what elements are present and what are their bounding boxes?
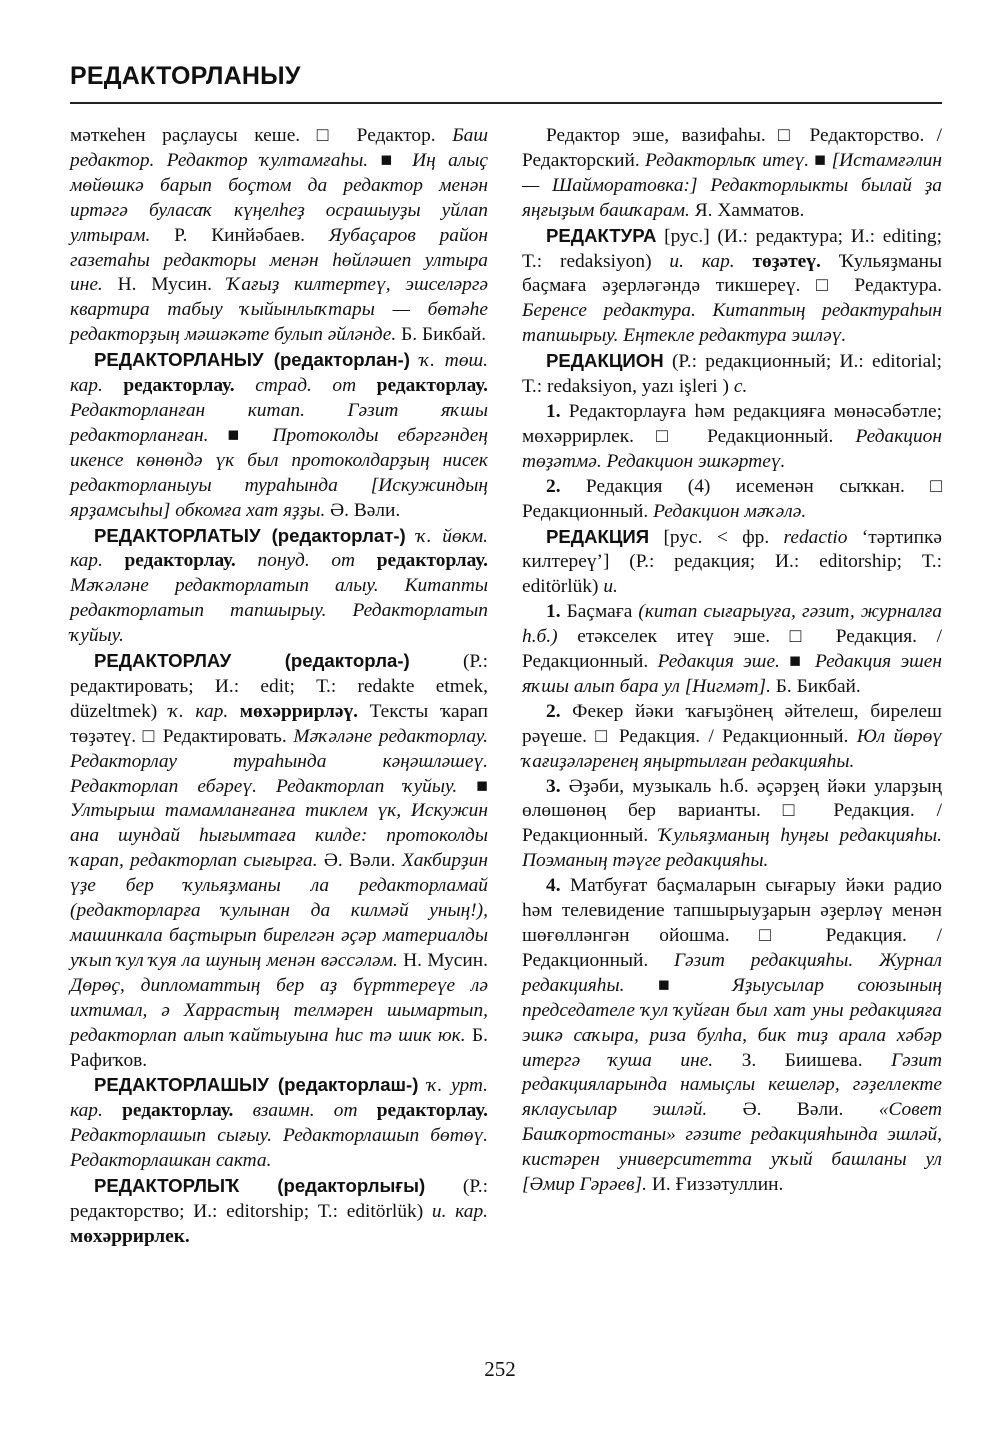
header-rule xyxy=(70,102,942,104)
entry-redaktsiya: РЕДАКЦИЯ [рус. < фр. redactio ‘тәртипкә килтереү’] (Р.: редакция; И.: editorship; Т.: editörlük) и. xyxy=(522,525,942,598)
page-number: 252 xyxy=(484,1357,516,1381)
left-column xyxy=(70,124,488,1250)
entry-redaktorlatyu: РЕДАКТОРЛАТЫУ (редакторлат-) ҡ. йөкм. кар. редакторлау. понуд. от редакторлау. Мәҡәләне редакторлатып алыу. Китапты редакторлатып тапшырыу. Редакторлатып ҡуйыу. xyxy=(70,524,488,647)
right-column xyxy=(522,124,942,1198)
entry-redaktorlyk: РЕДАКТОРЛЫҠ (редакторлығы) (Р.: редакторство; И.: editorship; Т.: editörlük) и. кар. мөхәррирлек. xyxy=(70,1175,489,1247)
entry-redaktsion-sense-2: 2. Редакция (4) исеменән сыҡкан. □ Редакционный. Редакцион мәҡәлә. xyxy=(522,475,942,522)
entry-redaktsiya-sense-4: 4. Матбуғат баҫмаларын сығарыу йәки радио һәм телевидение тапшырыуҙарын әҙерләү менән шөғөлләнгән ойошма. □ Редакция. / Редакционный. Гәзит редакцияһы. Журнал редакцияһы. ■ Яҙыусылар союзының председателе ҡул ҡуйған был хат уны редакцияға эшкә саҡыра, риза булһа, бик тиҙ арала хәбәр итергә ҡуша ине. З. Биишева. Гәзит редакцияларында намыҫлы кешеләр, гәҙеллекте яклаусылар эшләй. Ә. Вәли. «Совет Башҡортостаны» гәзите редакцияһында эшләй, кистәрен университетта уҡый башланы ул [Әмир Гәрәев]. И. Ғиззәтуллин. xyxy=(522,875,942,1196)
entry-redaktorlashyu: РЕДАКТОРЛАШЫУ (редакторлаш-) ҡ. урт. кар. редакторлау. взаимн. от редакторлау. Редакторлашып сығыу. Редакторлашып бөтөү. Редакторлашкан сакта. xyxy=(70,1074,488,1172)
entry-redaktsion: РЕДАКЦИОН (Р.: редакционный; И.: editorial; Т.: redaksiyon, yazı işleri ) с. xyxy=(522,350,942,398)
entry-redaktsiya-sense-2: 2. Фекер йәки ҡағыҙӧнең әйтелеш, бирелеш рәүеше. □ Редакция. / Редакционный. Юл йөрөү ҡағиҙәләренең яңыртылған редакцияһы. xyxy=(522,700,942,772)
running-title: РЕДАКТОРЛАНЫУ xyxy=(70,62,301,90)
entry-continuation: мәткеһен раҫлаусы кеше. □ Редактор. Баш редактор. Редактор ҡултамғаһы. ■ Иң алыҫ мөйөшкә барып боҫтом да редактор менән иртәгә буласаҡ күңелһеҙ осрашыуҙы уйлап ултырам. Р. Кинйәбаев. Яубаҫаров район газетаһы редакторы менән һөйләшеп ултыра ине. Н. Мусин. Ҡағыҙ килтертеү, эшселәргә квартира табыу ҡыйынлыҡтары — бөтәһе редакторҙың мәшәкәте булып әйләнде. Б. Бикбай. xyxy=(70,125,488,346)
entry-redaktorlanyu: РЕДАКТОРЛАНЫУ (редакторлан-) ҡ. төш. кар. редакторлау. страд. от редакторлау. Редакторланған китап. Гәзит яҡшы редакторланған. ■ Протоколды ебәргәндең икенсе көнөндә үк был протоколдарҙың нисек редакторланыуы тураһында [Искужиндың ярҙамсыһы] обкомға хат яҙҙы. Ә. Вәли. xyxy=(70,349,488,521)
entry-redaktsiya-sense-3: 3. Әҙәби, музыкаль һ.б. әҫәрҙең йәки уларҙың өлөшөнөң бер варианты. □ Редакция. / Редакционный. Ҡульяҙманың һуңғы редакцияһы. Поэманың тәүге редакцияһы. xyxy=(522,775,942,872)
entry-redaktorlyk-definition: Редактор эше, вазифаһы. □ Редакторство. / Редакторский. Редакторлыҡ итеү. ■ [Истамғәлин — Шайморатовка:] Редакторлыкты былай ҙа яңғыҙым башҡарам. Я. Хамматов. xyxy=(522,125,942,221)
entry-redaktura: РЕДАКТУРА [рус.] (И.: редактура; И.: editing; Т.: redaksiyon) и. кар. төҙәтеү. Ҡульяҙманы баҫмаға әҙерләгәндә тикшереү. □ Редактура. Беренсе редактура. Китаптың редактураһын тапшырыу. Еңтекле редактура эшләү. xyxy=(522,224,942,347)
entry-redaktsion-sense-1: 1. Редакторлауға һәм редакцияға мөнәсәбәтле; мөхәррирлек. □ Редакционный. Редакцион төҙәтмә. Редакцион эшкәртеү. xyxy=(522,400,942,472)
entry-redaktorlau: РЕДАКТОРЛАУ (редакторла-) (Р.: редактировать; И.: edit; Т.: redakte etmek, düzeltmek) ҡ. кар. мөхәррирләү. Тексты ҡарап төҙәтеү. □ Редактировать. Мәҡәләне редакторлау. Редакторлау тураһында кәңәшләшеү. Редакторлап ебәреү. Редакторлап ҡуйыу. ■ Ултырыш тамамланғанға тиклем үк, Искужин ана шундай һығымтаға килде: протоколды ҡарап, редакторлап сығырға. Ә. Вәли. Хакбирҙин үҙе бер ҡульяҙманы ла редакторламай (редакторларға ҡулынан да килмәй уның!), машинкала баҫтырып бирелгән әҫәр материалды уҡып ҡул ҡуя ла шуның менән вәссәләм. Н. Мусин. Дөрөҫ, дипломаттың бер аҙ бүрттереүе лә ихтимал, ә Харрастың телмәрен шымартып, редакторлап алып ҡайтыуына һис тә шик юк. Б. Рафиҡов. xyxy=(70,650,488,1071)
entry-redaktsiya-sense-1: 1. Баҫмаға (китап сығарыуға, гәзит, журналға һ.б.) етәкселек итеү эше. □ Редакция. / Редакционный. Редакция эше. ■ Редакция эшен яҡшы алып бара ул [Нигмәт]. Б. Бикбай. xyxy=(522,601,942,697)
